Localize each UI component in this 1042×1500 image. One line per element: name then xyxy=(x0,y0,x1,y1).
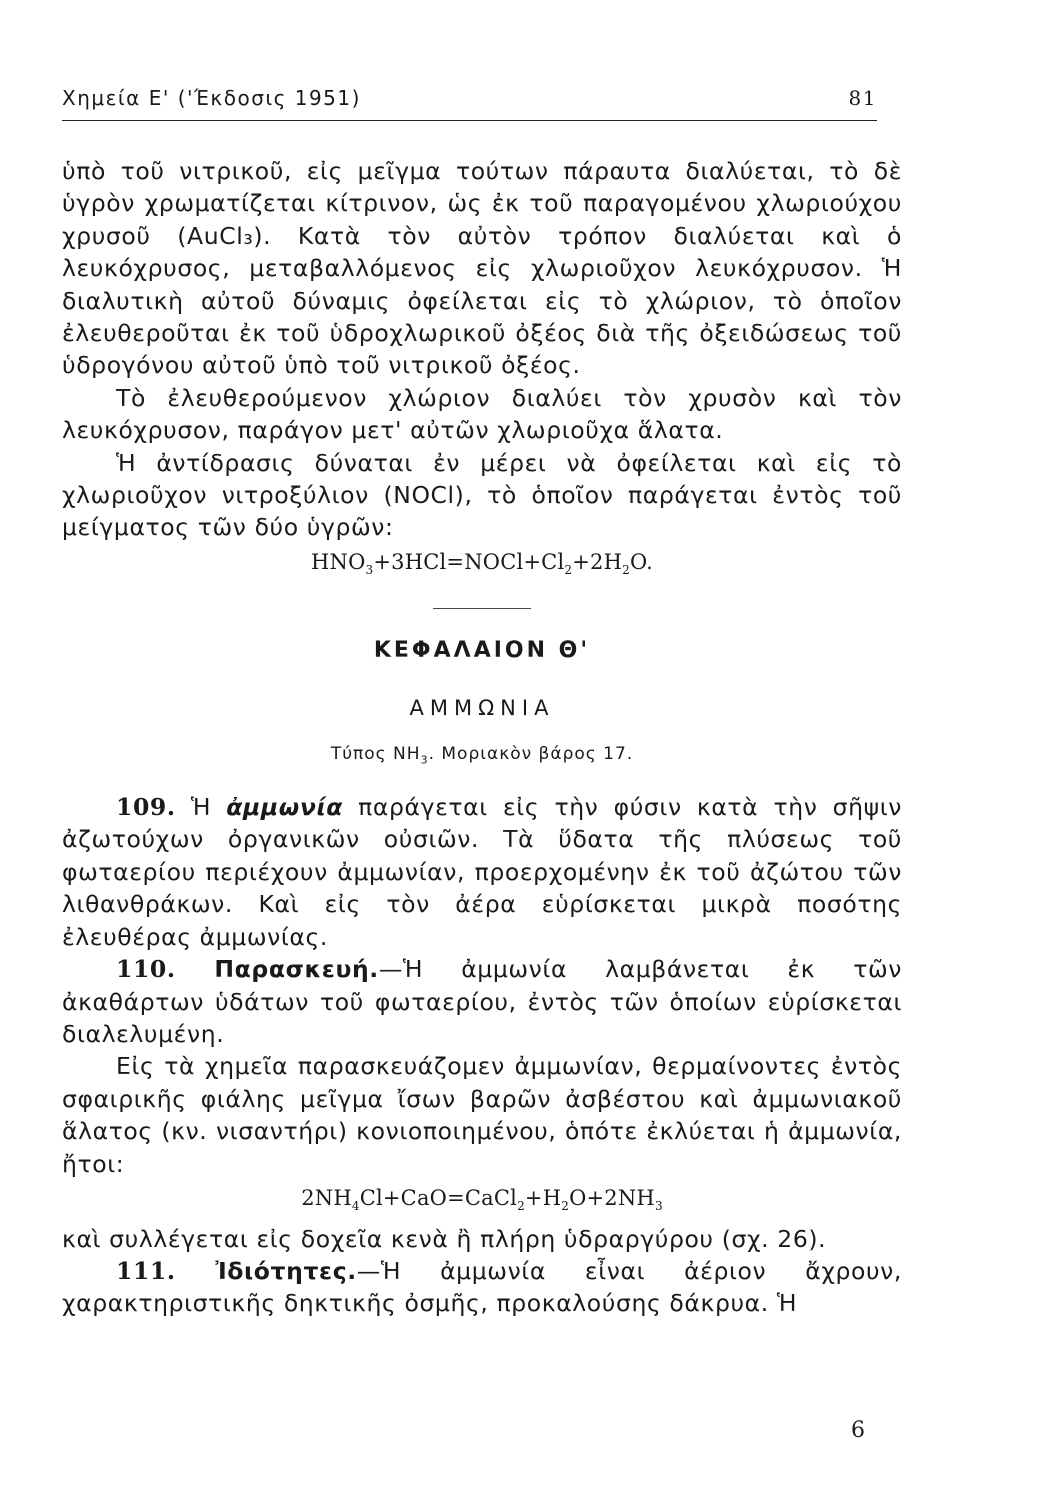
section-109: 109. Ἡ ἀμμωνία παράγεται εἰς τὴν φύσιν κατὰ τὴν σῆψιν ἀζωτούχων ὀργανικῶν οὐσιῶν. Τὰ ὕδατα τῆς πλύσεως τοῦ φωταερίου περιέχουν ἀμμωνίαν, προερχομένην ἐκ τοῦ ἀζώτου τῶν λιθανθράκων. Καὶ εἰς τὸν ἀέρα εὑρίσκεται μικρὰ ποσότης ἐλευθέρας ἀμμωνίας. xyxy=(62,793,902,951)
section-divider xyxy=(433,608,531,609)
paragraph-chlorine: Τὸ ἐλευθερούμενον χλώριον διαλύει τὸν χρυσὸν καὶ τὸν λευκόχρυσον, παράγον μετ' αὐτῶν χλωριοῦχα ἅλατα. xyxy=(62,383,902,445)
paragraph-aqua-regia: ὑπὸ τοῦ νιτρικοῦ, εἰς μεῖγμα τούτων πάραυτα διαλύεται, τὸ δὲ ὑγρὸν χρωματίζεται κίτρινον, ὡς ἐκ τοῦ παραγομένου χλωριούχου χρυσοῦ (AuCl₃). Κατὰ τὸν αὐτὸν τρόπον διαλύεται καὶ ὁ λευκόχρυσος, μεταβαλλόμενος εἰς χλωριοῦχον λευκόχρυσον. Ἡ διαλυτικὴ αὐτοῦ δύναμις ὀφείλεται εἰς τὸ χλώριον, τὸ ὁποῖον ἐλευθεροῦται ἐκ τοῦ ὑδροχλωρικοῦ ὀξέος διὰ τῆς ὀξειδώσεως τοῦ ὑδρογόνου αὐτοῦ ὑπὸ τοῦ νιτρικοῦ ὀξέος. xyxy=(62,157,902,380)
chapter-subtitle: ΑΜΜΩΝΙΑ xyxy=(409,695,555,720)
paragraph-nitrosyl-chloride: Ἡ ἀντίδρασις δύναται ἐν μέρει νὰ ὀφείλεται καὶ εἰς τὸ χλωριοῦχον νιτροξύλιον (NOCl), τὸ ὁποῖον παράγεται ἐντὸς τοῦ μείγματος τῶν δύο ὑγρῶν: xyxy=(62,448,902,542)
signature-number: 6 xyxy=(851,1418,865,1443)
chapter-title: ΚΕΦΑΛΑΙΟΝ Θ' xyxy=(373,638,591,664)
equation-ammonia: $2NH_4Cl+CaO=CaCl_2+H_2O+2NH_3$ xyxy=(301,1185,663,1214)
running-title: Χημεία Ε' ('Έκδοσις 1951) xyxy=(62,86,361,110)
section-111: 111. Ἰδιότητες.—Ἡ ἀμμωνία εἶναι ἀέριον ἄχρουν, χαρακτηριστικῆς δηκτικῆς ὀσμῆς, προκαλούσης δάκρυα. Ἡ xyxy=(62,1256,902,1318)
paragraph-collection: καὶ συλλέγεται εἰς δοχεῖα κενὰ ἢ πλήρη ὑδραργύρου (σχ. 26). xyxy=(62,1224,827,1253)
section-110: 110. Παρασκευή.—Ἡ ἀμμωνία λαμβάνεται ἐκ τῶν ἀκαθάρτων ὑδάτων τοῦ φωταερίου, ἐντὸς τῶν ὁποίων εὑρίσκεται διαλελυμένη. xyxy=(62,955,903,1048)
equation-aqua-regia: $HNO_3+3HCl=NOCl+Cl_2+2H_2O$. xyxy=(311,549,653,578)
paragraph-preparation: Εἰς τὰ χημεῖα παρασκευάζομεν ἀμμωνίαν, θερμαίνοντες ἐντὸς σφαιρικῆς φιάλης μεῖγμα ἴσων βαρῶν ἀσβέστου καὶ ἀμμωνιακοῦ ἅλατος (κν. νισαντήρι) κονιοποιημένου, ὁπότε ἐκλύεται ἡ ἀμμωνία, ἤτοι: xyxy=(62,1052,902,1178)
chapter-formula-line: Τύπος $NH_3$. Μοριακὸν βάρος 17. xyxy=(330,744,634,767)
running-header xyxy=(62,86,877,121)
page-body xyxy=(62,155,902,1320)
page-number: 81 xyxy=(848,86,877,110)
